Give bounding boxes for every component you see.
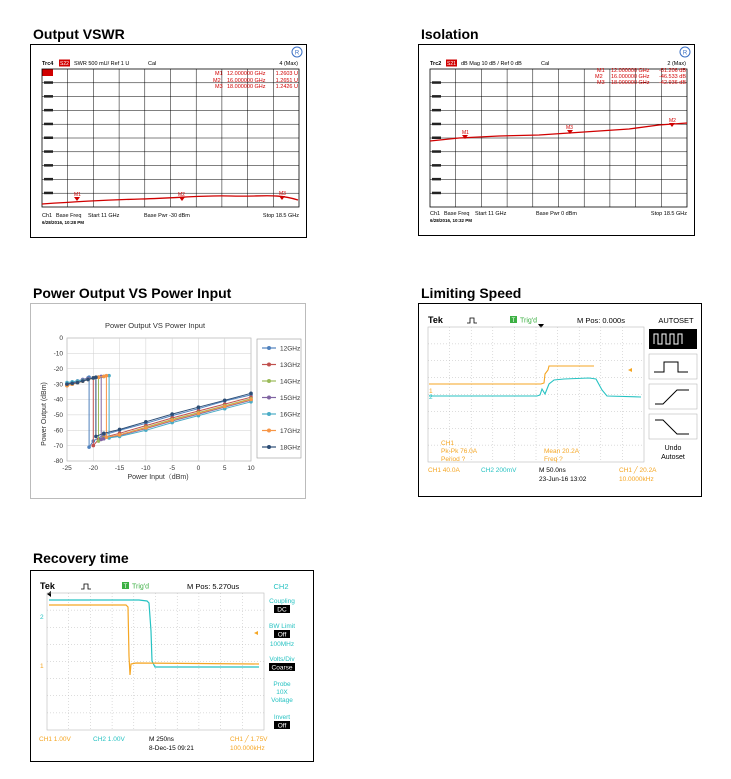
series-point-17GHz [144,426,148,430]
isolation-m3-tag: M3 [566,125,573,131]
limiting-ch1-marker: 1 [429,388,433,395]
isolation-datetime: 6/28/2016, 10:32 PM [430,218,473,223]
y-tick-label: -80 [53,458,63,466]
limiting-trig-freq: 10.0000kHz [619,476,654,483]
isolation-m2-label: M2 [595,74,603,80]
isolation-footer-base: Base Freq [444,211,470,217]
grid-scale-label [432,81,441,84]
isolation-m2-freq: 16.000000 GHz [611,74,650,80]
recovery-menu-title: CH2 [273,582,289,591]
y-tick-label: -60 [53,427,63,435]
recovery-trig-status: Trig'd [132,583,150,591]
legend-marker-16GHz [267,412,271,416]
limiting-ch2-marker: 2 [429,394,433,401]
vswr-m3-tag: M3 [279,191,286,197]
limiting-timebase: M 50.0ns [539,467,566,474]
isolation-cal: Cal [541,61,550,67]
vswr-footer-base: Base Freq [56,213,82,219]
isolation-m1-label: M1 [597,68,605,74]
limiting-menu-item-pulse[interactable] [649,354,697,379]
x-tick-label: 0 [196,465,201,472]
limiting-ch1-scale: CH1 40.0A [428,467,460,474]
power-chart-title: Power Output VS Power Input [104,321,206,330]
vswr-m3-label: M3 [215,84,223,90]
series-point-18GHz [118,428,122,432]
vswr-m2-tag: M2 [178,192,185,198]
limiting-ch2-scale: CH2 200mV [481,467,517,474]
recovery-invert-value[interactable]: Off [277,722,287,730]
isolation-m1-freq: 12.000000 GHz [611,68,650,74]
section-title-power: Power Output VS Power Input [33,285,232,301]
x-tick-label: 10 [247,465,255,472]
limiting-meas-period: Period ? [441,456,466,463]
recovery-bw-freq: 100MHz [269,641,295,648]
grid-scale-label [44,81,53,84]
recovery-probe-label[interactable]: Probe [273,681,291,688]
vswr-m2-value: 1.2651 U [275,78,298,84]
isolation-trace-label: Trc2 [430,61,442,67]
legend-label-16GHz: 16GHz [280,411,301,419]
series-point-18GHz [223,398,227,402]
series-point-17GHz [197,412,201,416]
power-chart-panel [30,303,306,499]
series-point-18GHz [197,405,201,409]
recovery-trig-badge-text: T [123,584,128,590]
svg-text:R: R [682,50,688,57]
isolation-badge: S21 [447,61,456,67]
recovery-probe-value1: 10X [276,689,288,696]
legend-marker-14GHz [267,379,271,383]
grid-scale-label [432,95,441,98]
series-point-18GHz [94,375,98,379]
y-tick-label: -70 [53,442,63,450]
x-tick-label: -5 [169,465,176,472]
limiting-menu-item-square[interactable] [649,329,697,349]
series-point-18GHz [76,381,80,385]
vswr-datetime: 6/28/2016, 10:28 PM [42,220,85,225]
series-point-18GHz [102,432,106,436]
isolation-m1-tag: M1 [462,130,469,136]
limiting-autoset-label[interactable]: Autoset [661,454,685,461]
power-chart [31,304,305,498]
recovery-coupling-value[interactable]: DC [277,606,287,614]
vswr-m1-label: M1 [215,71,223,77]
recovery-timebase: M 250ns [149,736,174,743]
grid-scale-label [44,164,53,167]
vswr-m2-label: M2 [213,78,221,84]
isolation-footer-stop: Stop 18.5 GHz [650,211,687,217]
vswr-ref-badge [42,69,53,76]
limiting-meas-ch: CH1 [441,440,455,447]
power-x-axis-label: Power Input（dBm) [127,474,189,481]
grid-scale-label [432,150,441,153]
grid-scale-label [44,192,53,195]
vswr-trace-label: Trc4 [42,61,54,67]
recovery-coupling-label[interactable]: Coupling [269,598,295,605]
grid-scale-label [44,137,53,140]
limiting-menu-title: AUTOSET [658,316,694,325]
isolation-logo-icon [680,47,690,57]
legend-marker-18GHz [267,445,271,449]
vswr-footer-stop: Stop 18.5 GHz [262,213,299,219]
grid-scale-label [432,178,441,181]
svg-text:R: R [294,50,300,57]
limiting-trig-badge-text: T [511,318,516,324]
grid-scale-label [432,192,441,195]
recovery-ch2-marker: 2 [40,614,44,621]
isolation-format: dB Mag 10 dB / Ref 0 dB [461,61,522,67]
x-tick-label: -20 [88,465,98,472]
series-point-17GHz [105,374,109,378]
legend-label-17GHz: 17GHz [280,427,301,435]
vswr-channel-box: 4 (Max) [279,61,298,67]
vswr-cal: Cal [148,61,157,67]
recovery-ch1-scale: CH1 1.00V [39,736,71,743]
x-tick-label: -25 [62,465,72,472]
isolation-footer-ch: Ch1 [430,211,441,217]
series-point-17GHz [249,398,253,402]
limiting-menu-item-rise[interactable] [649,384,697,409]
isolation-screen [419,45,694,235]
legend-marker-13GHz [267,363,271,367]
recovery-mpos: M Pos: 5.270us [187,582,240,591]
y-tick-label: -30 [53,381,63,389]
recovery-brand: Tek [40,581,55,591]
isolation-channel-box: 2 (Max) [667,61,686,67]
isolation-panel [418,44,695,236]
vswr-format: SWR 500 mU/ Ref 1 U [74,61,130,67]
legend-marker-12GHz [267,346,271,350]
recovery-trig-info: CH1 ╱ 1.75V [230,736,268,743]
legend-label-13GHz: 13GHz [280,361,301,369]
vswr-screen [31,45,306,237]
vswr-logo-icon [292,47,302,57]
vswr-m1-tag: M1 [74,192,81,198]
limiting-mpos: M Pos: 0.000s [577,316,625,325]
limiting-trig-status: Trig'd [520,317,538,325]
limiting-meas-mean: Mean 20.2A [544,448,580,455]
series-point-13GHz [91,444,95,448]
section-title-isolation: Isolation [421,26,479,42]
isolation-m3-value: -42.936 dB [659,80,686,86]
vswr-footer-pwr: Base Pwr -30 dBm [144,213,190,219]
series-point-17GHz [118,433,122,437]
y-tick-label: 0 [59,335,63,343]
grid-scale-label [432,164,441,167]
vswr-panel [30,44,307,238]
recovery-probe-value2: Voltage [271,697,293,704]
legend-label-12GHz: 12GHz [280,345,301,353]
recovery-trig-freq: 100.000kHz [230,745,265,752]
isolation-m1-value: -51.206 dB [659,68,686,74]
limiting-meas-pkpk: Pk-Pk 76.0A [441,448,478,455]
series-point-18GHz [94,435,98,439]
vswr-m1-value: 1.2603 U [275,71,298,77]
series-point-18GHz [70,382,74,386]
isolation-m3-freq: 18.000000 GHz [611,80,650,86]
isolation-footer-start: Start 11 GHz [475,211,507,217]
grid-scale-label [44,123,53,126]
y-tick-label: -10 [53,350,63,358]
series-point-18GHz [81,379,85,383]
series-point-18GHz [86,378,90,382]
vswr-m3-value: 1.2426 U [275,84,298,90]
limiting-trig-info: CH1 ╱ 20.2A [619,467,657,474]
series-point-17GHz [170,418,174,422]
isolation-m3-label: M3 [597,80,605,86]
grid-scale-label [44,178,53,181]
recovery-scope-panel [30,570,314,762]
limiting-brand: Tek [428,315,443,325]
recovery-bw-label[interactable]: BW Limit [269,623,295,630]
series-point-18GHz [144,420,148,424]
isolation-m2-tag: M2 [669,118,676,124]
section-title-recovery: Recovery time [33,550,129,566]
section-title-limiting: Limiting Speed [421,285,522,301]
section-title-output-vswr: Output VSWR [33,26,125,42]
recovery-invert-label[interactable]: Invert [273,714,291,721]
vswr-footer-ch: Ch1 [42,213,53,219]
vswr-m3-freq: 18.000000 GHz [227,84,266,90]
vswr-m1-freq: 12.000000 GHz [227,71,266,77]
legend-label-14GHz: 14GHz [280,378,301,386]
limiting-scope-panel [418,303,702,497]
legend-label-15GHz: 15GHz [280,394,301,402]
series-point-18GHz [170,412,174,416]
recovery-date: 8-Dec-15 09:21 [149,745,194,752]
isolation-footer-pwr: Base Pwr 0 dBm [536,211,577,217]
series-point-17GHz [105,435,109,439]
power-y-axis-label: Power Output (dBm) [41,382,48,446]
limiting-menu-item-fall[interactable] [649,414,697,439]
series-point-12GHz [87,445,91,449]
recovery-volts-value[interactable]: Coarse [271,664,293,672]
grid-scale-label [44,109,53,112]
limiting-undo-label[interactable]: Undo [664,445,682,452]
vswr-footer-start: Start 11 GHz [88,213,120,219]
series-point-18GHz [249,392,253,396]
recovery-bw-value[interactable]: Off [277,631,287,639]
grid-scale-label [44,95,53,98]
grid-scale-label [432,123,441,126]
x-tick-label: -10 [141,465,151,472]
recovery-ch1-marker: 1 [40,663,44,670]
series-point-17GHz [223,405,227,409]
vswr-badge: S22 [60,61,69,67]
isolation-m2-value: -46.533 dB [659,74,686,80]
limiting-date: 23-Jun-16 13:02 [539,476,587,483]
grid-scale-label [44,150,53,153]
x-tick-label: 5 [222,465,227,472]
x-tick-label: -15 [114,465,125,472]
legend-marker-15GHz [267,396,271,400]
legend-marker-17GHz [267,429,271,433]
series-point-18GHz [65,382,69,386]
limiting-meas-freq: Freq ? [544,456,563,463]
y-tick-label: -40 [53,396,63,404]
recovery-scope [31,571,313,761]
grid-scale-label [432,109,441,112]
vswr-m2-freq: 16.000000 GHz [227,78,266,84]
y-tick-label: -20 [53,365,63,373]
grid-scale-label [432,137,441,140]
recovery-volts-label[interactable]: Volts/Div [269,656,295,663]
legend-label-18GHz: 18GHz [280,444,301,452]
recovery-ch2-scale: CH2 1.00V [93,736,125,743]
limiting-scope [419,304,701,496]
y-tick-label: -50 [53,412,63,420]
